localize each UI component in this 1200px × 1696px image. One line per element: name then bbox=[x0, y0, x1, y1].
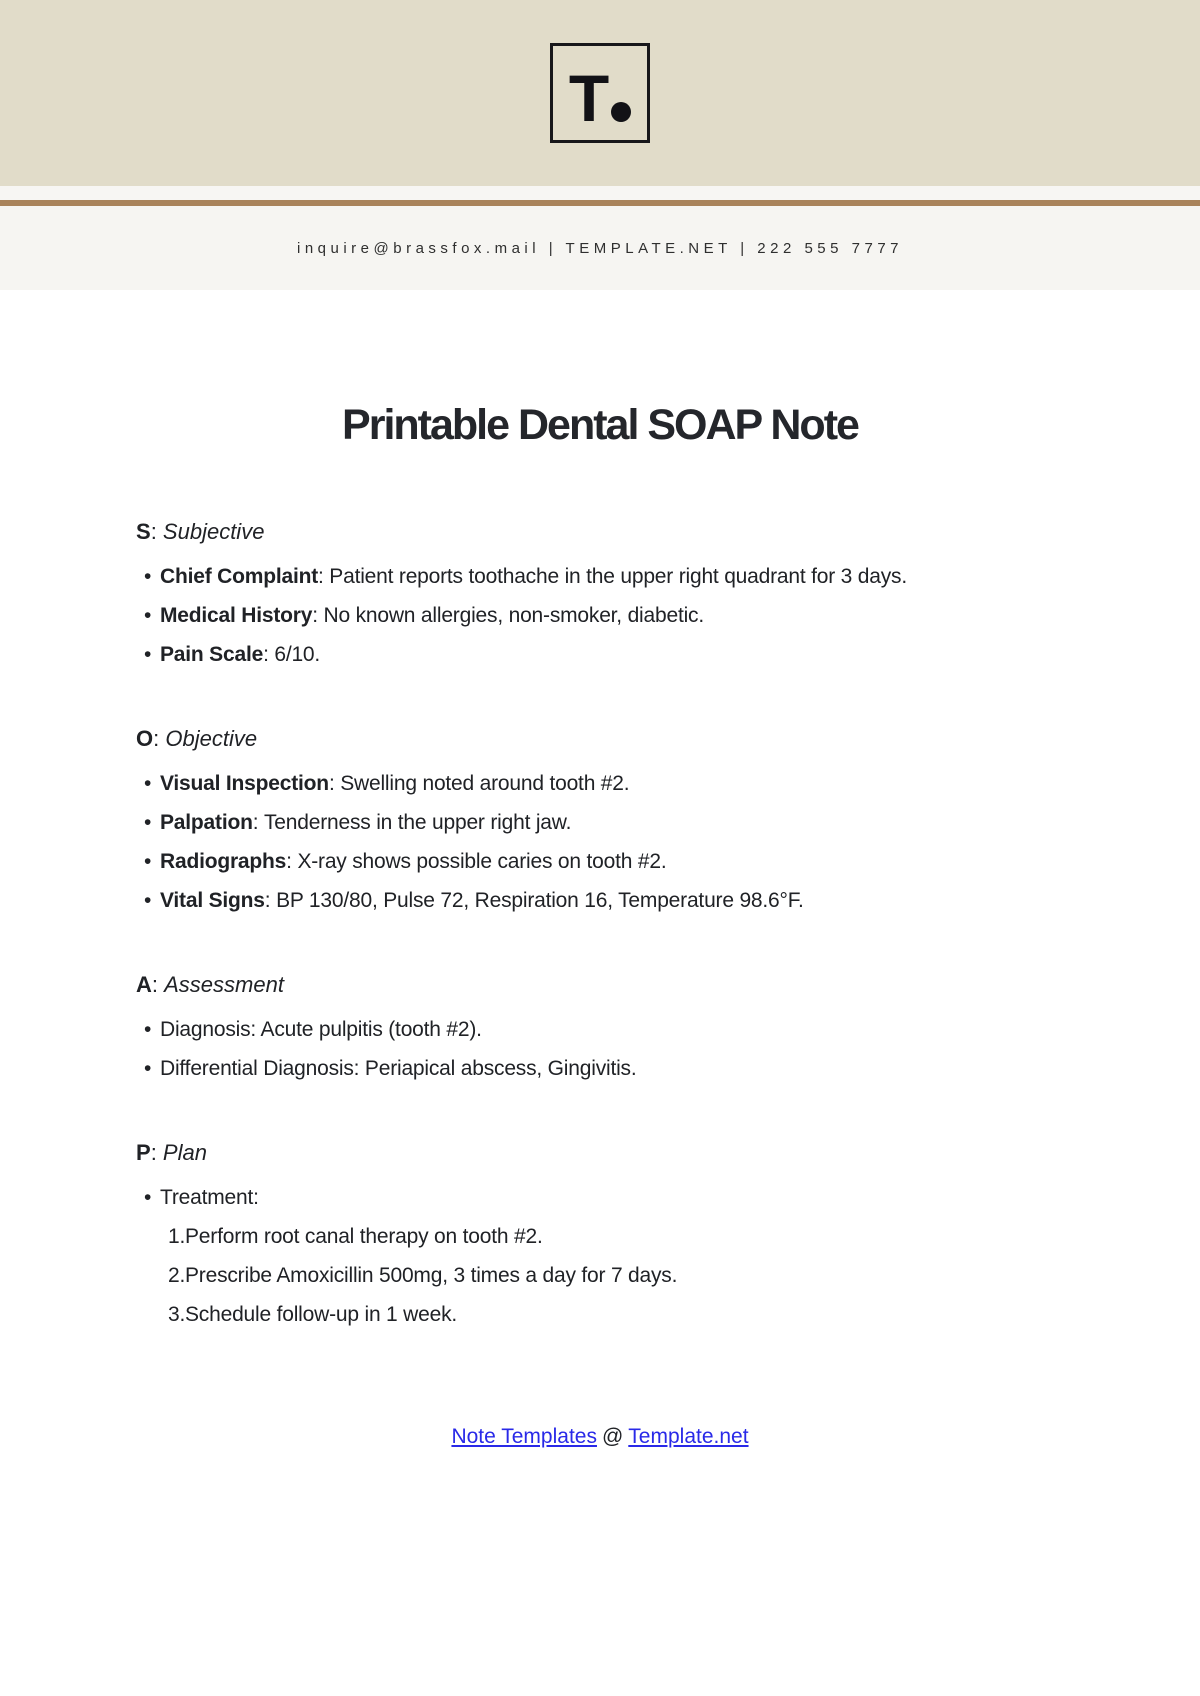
contact-info: inquire@brassfox.mail | TEMPLATE.NET | 222 555 7777 bbox=[296, 239, 904, 257]
list-item bbox=[136, 764, 1110, 803]
step-text: Perform root canal therapy on tooth #2. bbox=[185, 1225, 543, 1248]
bullet-text: 6/10. bbox=[274, 643, 321, 666]
list-item bbox=[136, 842, 1110, 881]
bullet-text: No known allergies, non-smoker, diabetic. bbox=[323, 604, 704, 627]
list-item bbox=[136, 635, 1110, 674]
assessment-list bbox=[136, 1010, 1110, 1088]
subjective-list bbox=[136, 557, 1110, 674]
plan-list bbox=[136, 1178, 1110, 1217]
header-gap bbox=[0, 186, 1200, 200]
section-name: Subjective bbox=[162, 519, 265, 544]
bullet-text: Diagnosis: Acute pulpitis (tooth #2). bbox=[160, 1018, 482, 1041]
bullet-label: Chief Complaint : bbox=[160, 565, 329, 588]
step-item bbox=[168, 1217, 1110, 1256]
template-net-link[interactable]: Template.net bbox=[628, 1425, 749, 1448]
bullet-text: Swelling noted around tooth #2. bbox=[340, 772, 630, 795]
section-subjective bbox=[136, 517, 1110, 674]
section-name: Assessment bbox=[164, 972, 284, 997]
section-name: Plan bbox=[162, 1140, 207, 1165]
page-title: Printable Dental SOAP Note bbox=[342, 401, 858, 449]
section-letter: P : bbox=[136, 1140, 163, 1165]
section-plan bbox=[136, 1138, 1110, 1334]
page-header bbox=[0, 0, 1200, 290]
bullet-label: Vital Signs : bbox=[160, 889, 276, 912]
section-heading bbox=[136, 517, 1110, 547]
document-body bbox=[0, 399, 1200, 1450]
list-item bbox=[136, 1178, 1110, 1217]
step-text: Schedule follow-up in 1 week. bbox=[185, 1303, 458, 1326]
section-assessment bbox=[136, 970, 1110, 1088]
objective-list bbox=[136, 764, 1110, 920]
footer-separator: @ bbox=[601, 1425, 624, 1448]
bullet-label: Palpation : bbox=[160, 811, 264, 834]
note-templates-link[interactable]: Note Templates bbox=[451, 1425, 597, 1448]
section-heading bbox=[136, 970, 1110, 1000]
treatment-steps bbox=[136, 1217, 1110, 1334]
list-item bbox=[136, 557, 1110, 596]
list-item bbox=[136, 803, 1110, 842]
section-heading bbox=[136, 724, 1110, 754]
bullet-text: Tenderness in the upper right jaw. bbox=[264, 811, 572, 834]
bullet-label: Radiographs : bbox=[160, 850, 297, 873]
bullet-label: Medical History : bbox=[160, 604, 324, 627]
step-text: Prescribe Amoxicillin 500mg, 3 times a day for 7 days. bbox=[185, 1264, 678, 1287]
header-beige-band bbox=[0, 0, 1200, 186]
bullet-text: X-ray shows possible caries on tooth #2. bbox=[297, 850, 667, 873]
step-item bbox=[168, 1295, 1110, 1334]
brand-logo bbox=[550, 43, 650, 143]
bullet-text: Differential Diagnosis: Periapical abscess, Gingivitis. bbox=[160, 1057, 637, 1080]
list-item bbox=[136, 1010, 1110, 1049]
list-item bbox=[136, 881, 1110, 920]
section-name: Objective bbox=[165, 726, 258, 751]
step-item bbox=[168, 1256, 1110, 1295]
section-heading bbox=[136, 1138, 1110, 1168]
section-letter: S : bbox=[136, 519, 163, 544]
list-item bbox=[136, 596, 1110, 635]
bullet-label: Pain Scale : bbox=[160, 643, 274, 666]
logo-letter: T bbox=[568, 61, 608, 135]
list-item bbox=[136, 1049, 1110, 1088]
bullet-text: Patient reports toothache in the upper right quadrant for 3 days. bbox=[329, 565, 907, 588]
bullet-text: Treatment: bbox=[160, 1186, 259, 1209]
contact-bar bbox=[0, 206, 1200, 290]
section-objective bbox=[136, 724, 1110, 920]
section-letter: A : bbox=[136, 972, 164, 997]
bullet-text: BP 130/80, Pulse 72, Respiration 16, Temperature 98.6°F. bbox=[276, 889, 804, 912]
section-letter: O : bbox=[136, 726, 165, 751]
bullet-label: Visual Inspection : bbox=[160, 772, 340, 795]
logo-dot-icon bbox=[611, 102, 631, 122]
footer-attribution bbox=[0, 1424, 1200, 1450]
sections-column bbox=[0, 517, 1200, 1334]
